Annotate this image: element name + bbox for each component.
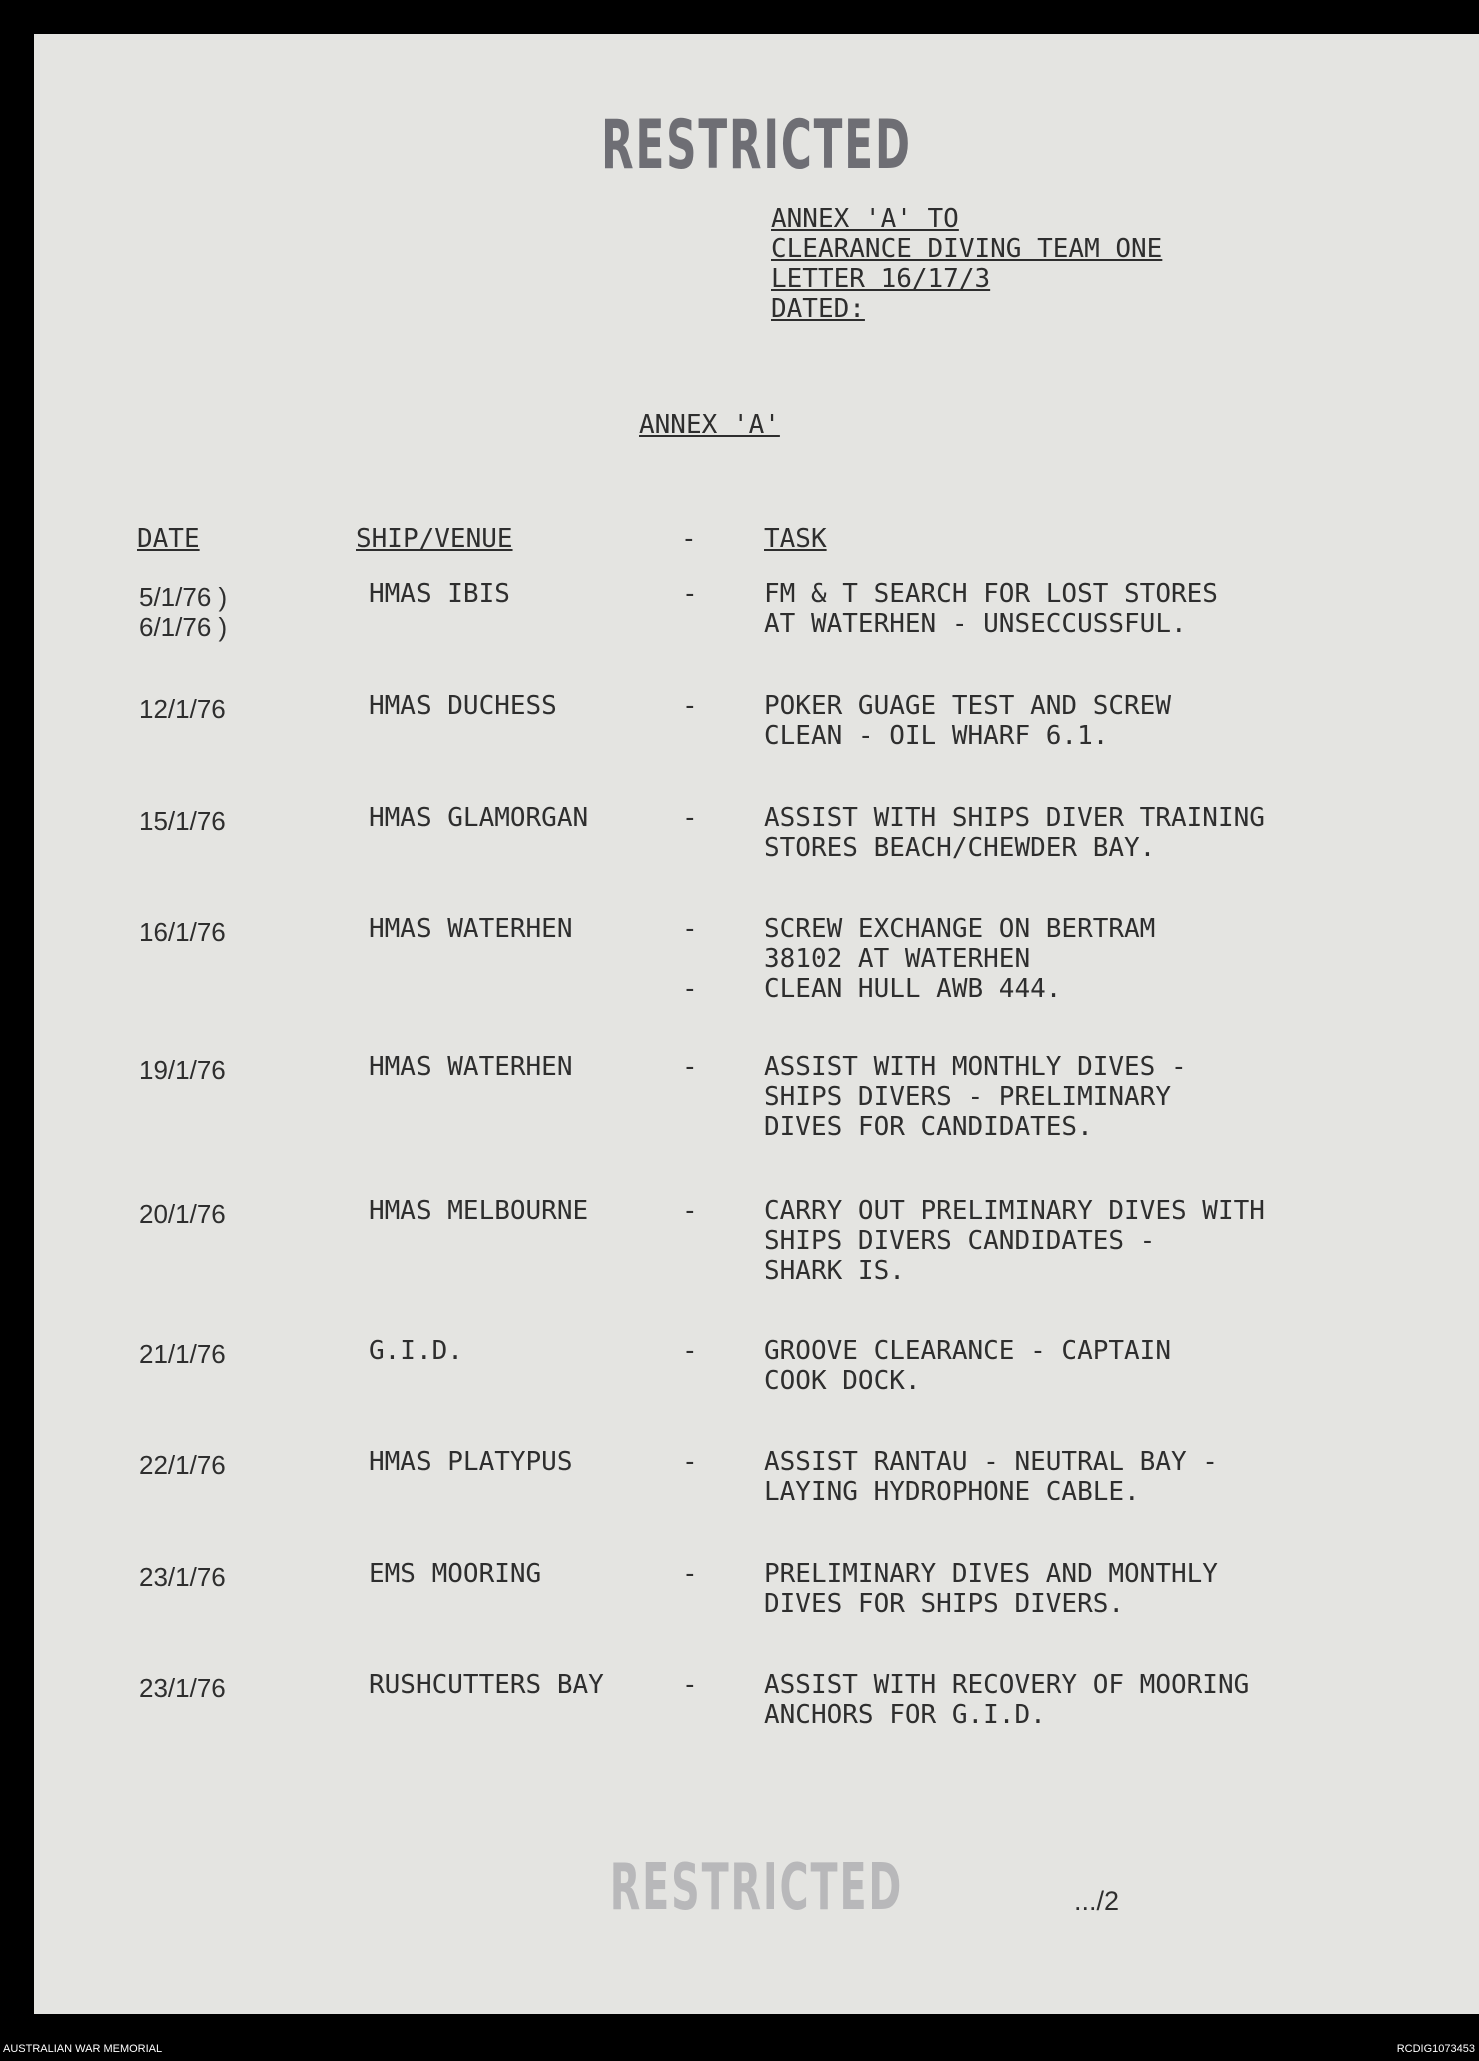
row-ship: HMAS PLATYPUS — [369, 1447, 573, 1477]
row-date: 22/1/76 — [139, 1450, 226, 1480]
row-task: GROOVE CLEARANCE - CAPTAIN COOK DOCK. — [764, 1336, 1171, 1396]
reference-line-1: ANNEX 'A' TO — [771, 204, 959, 234]
row-task: POKER GUAGE TEST AND SCREW CLEAN - OIL WHARF 6.1. — [764, 691, 1171, 751]
reference-line-4: DATED: — [771, 294, 865, 324]
reference-line-2: CLEARANCE DIVING TEAM ONE — [771, 234, 1163, 264]
row-date: 23/1/76 — [139, 1562, 226, 1592]
document-page — [34, 34, 1479, 2014]
row-dash: - — [682, 1052, 698, 1082]
row-task: ASSIST WITH RECOVERY OF MOORING ANCHORS FOR G.I.D. — [764, 1670, 1250, 1730]
row-ship: G.I.D. — [369, 1336, 463, 1366]
row-date: 21/1/76 — [139, 1339, 226, 1369]
row-ship: RUSHCUTTERS BAY — [369, 1670, 604, 1700]
row-dash: - - — [682, 914, 698, 1004]
row-dash: - — [682, 1196, 698, 1226]
row-date: 16/1/76 — [139, 917, 226, 947]
row-date: 19/1/76 — [139, 1055, 226, 1085]
row-dash: - — [682, 1670, 698, 1700]
restricted-stamp-top: RESTRICTED — [601, 106, 912, 185]
row-task: CARRY OUT PRELIMINARY DIVES WITH SHIPS DIVERS CANDIDATES - SHARK IS. — [764, 1196, 1265, 1286]
page-number: .../2 — [1074, 1886, 1120, 1916]
row-ship: HMAS MELBOURNE — [369, 1196, 589, 1226]
row-dash: - — [682, 691, 698, 721]
row-dash: - — [682, 579, 698, 609]
archive-id: RCDIG1073453 — [1396, 2043, 1475, 2055]
row-dash: - — [682, 803, 698, 833]
archive-credit: AUSTRALIAN WAR MEMORIAL — [3, 2043, 163, 2055]
row-ship: HMAS DUCHESS — [369, 691, 557, 721]
row-date: 23/1/76 — [139, 1673, 226, 1703]
row-ship: EMS MOORING — [369, 1559, 542, 1589]
restricted-stamp-bottom: RESTRICTED — [609, 1851, 904, 1925]
row-ship: HMAS WATERHEN — [369, 1052, 573, 1082]
header-ship-venue: SHIP/VENUE — [356, 524, 513, 554]
row-date: 12/1/76 — [139, 694, 226, 724]
row-ship: HMAS WATERHEN — [369, 914, 573, 944]
row-task: PRELIMINARY DIVES AND MONTHLY DIVES FOR SHIPS DIVERS. — [764, 1559, 1218, 1619]
row-dash: - — [682, 1559, 698, 1589]
row-task: ASSIST WITH MONTHLY DIVES - SHIPS DIVERS - PRELIMINARY DIVES FOR CANDIDATES. — [764, 1052, 1187, 1142]
row-dash: - — [682, 1336, 698, 1366]
row-date: 5/1/76 ) 6/1/76 ) — [139, 582, 228, 642]
row-task: SCREW EXCHANGE ON BERTRAM 38102 AT WATERHEN CLEAN HULL AWB 444. — [764, 914, 1156, 1004]
reference-block — [771, 204, 1162, 324]
reference-line-3: LETTER 16/17/3 — [771, 264, 991, 294]
row-task: ASSIST WITH SHIPS DIVER TRAINING STORES BEACH/CHEWDER BAY. — [764, 803, 1265, 863]
annex-title: ANNEX 'A' — [639, 410, 780, 440]
header-dash: - — [681, 524, 697, 554]
row-dash: - — [682, 1447, 698, 1477]
row-ship: HMAS GLAMORGAN — [369, 803, 589, 833]
header-task: TASK — [764, 524, 827, 554]
header-date: DATE — [137, 524, 200, 554]
row-date: 15/1/76 — [139, 806, 226, 836]
row-task: FM & T SEARCH FOR LOST STORES AT WATERHEN - UNSECCUSSFUL. — [764, 579, 1218, 639]
row-date: 20/1/76 — [139, 1199, 226, 1229]
row-ship: HMAS IBIS — [369, 579, 510, 609]
row-task: ASSIST RANTAU - NEUTRAL BAY - LAYING HYDROPHONE CABLE. — [764, 1447, 1218, 1507]
